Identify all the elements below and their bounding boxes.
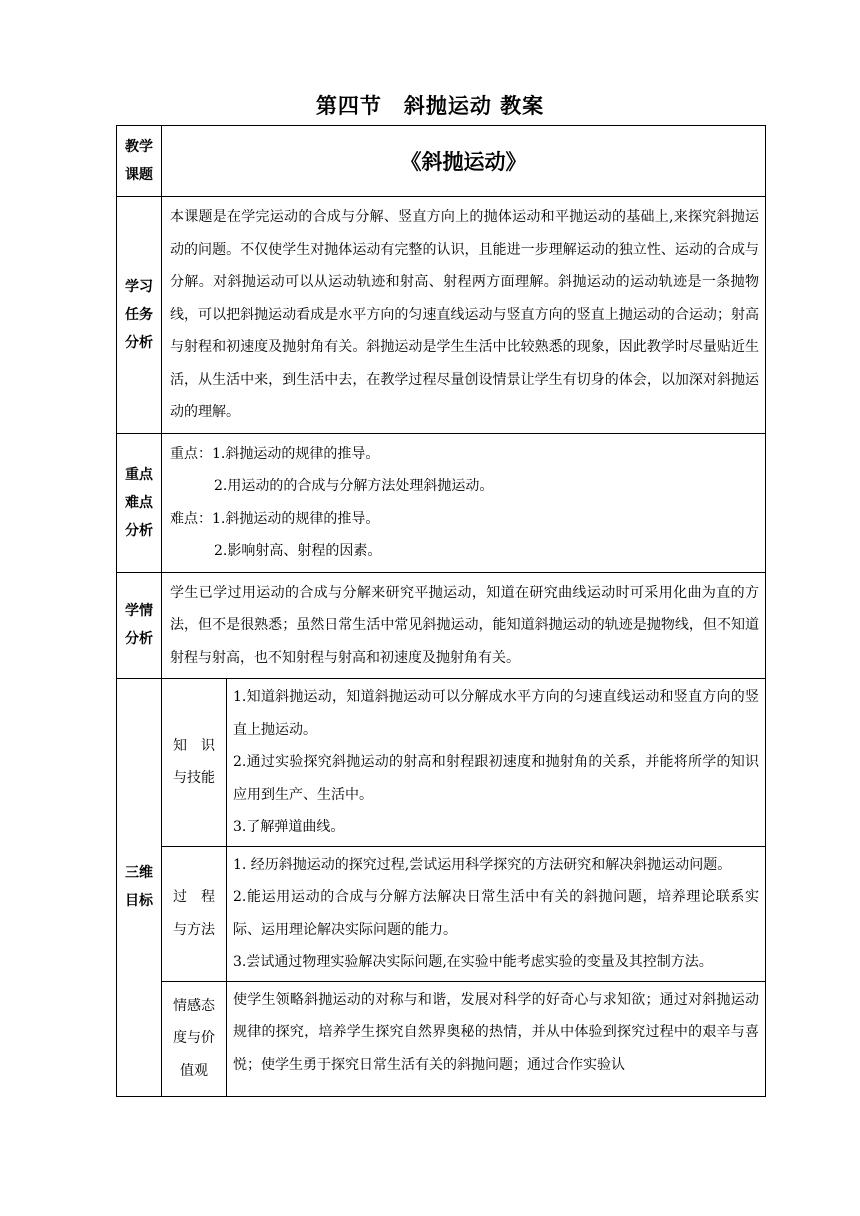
knowledge-item-2: 2.通过实验探究斜抛运动的射高和射程跟初速度和抛射角的关系，并能将所学的知识应用到生产、生活中。 <box>233 754 759 803</box>
process-item-2: 2.能运用运动的合成与分解方法解决日常生活中有关的斜抛问题，培养理论联系实际、运用理论解决实际问题的能力。 <box>233 889 759 938</box>
document-title: 第四节 斜抛运动 教案 <box>315 94 545 118</box>
process-row <box>117 846 766 981</box>
knowledge-item-3: 3.了解弹道曲线。 <box>233 819 345 835</box>
key-point-2: 2.用运动的的合成与分解方法处理斜抛运动。 <box>214 478 494 494</box>
process-label: 过 程 与方法 <box>162 846 227 981</box>
lesson-plan-table <box>116 125 766 1097</box>
topic-value: 《斜抛运动》 <box>162 126 766 197</box>
key-difficult-label: 重点 难点 分析 <box>117 433 162 572</box>
process-text <box>227 846 766 981</box>
task-analysis-row <box>117 197 766 434</box>
knowledge-text <box>227 679 766 847</box>
task-analysis-label: 学习 任务 分析 <box>117 197 162 434</box>
process-item-3: 3.尝试通过物理实验解决实际问题,在实验中能考虑实验的变量及其控制方法。 <box>233 954 713 970</box>
emotion-label: 情感态 度与价 值观 <box>162 981 227 1096</box>
key-difficult-text <box>162 433 766 572</box>
three-goals-label: 三维 目标 <box>117 679 162 1097</box>
student-analysis-label: 学情 分析 <box>117 572 162 679</box>
topic-label: 教学 课题 <box>117 126 162 197</box>
key-point-1: 重点：1.斜抛运动的规律的推导。 <box>170 445 380 462</box>
process-item-1: 1. 经历斜抛运动的探究过程,尝试运用科学探究的方法研究和解决斜抛运动问题。 <box>233 856 732 873</box>
student-analysis-row <box>117 572 766 679</box>
emotion-text: 使学生领略斜抛运动的对称与和谐，发展对科学的好奇心与求知欲；通过对斜抛运动规律的探究，培养学生探究自然界奥秘的热情，并从中体验到探究过程中的艰辛与喜悦；使学生勇于探究日常生活有关的斜抛问题；通过合作实验认 <box>227 981 766 1096</box>
key-difficult-row <box>117 433 766 572</box>
difficult-point-1: 难点：1.斜抛运动的规律的推导。 <box>170 510 380 527</box>
topic-row <box>117 126 766 197</box>
emotion-row <box>117 981 766 1096</box>
knowledge-item-1: 1.知道斜抛运动，知道斜抛运动可以分解成水平方向的匀速直线运动和竖直方向的竖直上抛运动。 <box>233 689 759 738</box>
knowledge-row <box>117 679 766 847</box>
difficult-point-2: 2.影响射高、射程的因素。 <box>214 543 382 559</box>
task-analysis-text: 本课题是在学完运动的合成与分解、竖直方向上的抛体运动和平抛运动的基础上,来探究斜抛运动的问题。不仅使学生对抛体运动有完整的认识，且能进一步理解运动的独立性、运动的合成与分解。对斜抛运动可以从运动轨迹和射高、射程两方面理解。斜抛运动的运动轨迹是一条抛物线，可以把斜抛运动看成是水平方向的匀速直线运动与竖直方向的竖直上抛运动的合运动；射高与射程和初速度及抛射角有关。斜抛运动是学生生活中比较熟悉的现象，因此教学时尽量贴近生活，从生活中来，到生活中去，在教学过程尽量创设情景让学生有切身的体会，以加深对斜抛运动的理解。 <box>162 197 766 434</box>
student-analysis-text: 学生已学过用运动的合成与分解来研究平抛运动，知道在研究曲线运动时可采用化曲为直的方法，但不是很熟悉；虽然日常生活中常见斜抛运动，能知道斜抛运动的轨迹是抛物线，但不知道射程与射高，也不知射程与射高和初速度及抛射角有关。 <box>162 572 766 679</box>
knowledge-label: 知 识 与技能 <box>162 679 227 847</box>
